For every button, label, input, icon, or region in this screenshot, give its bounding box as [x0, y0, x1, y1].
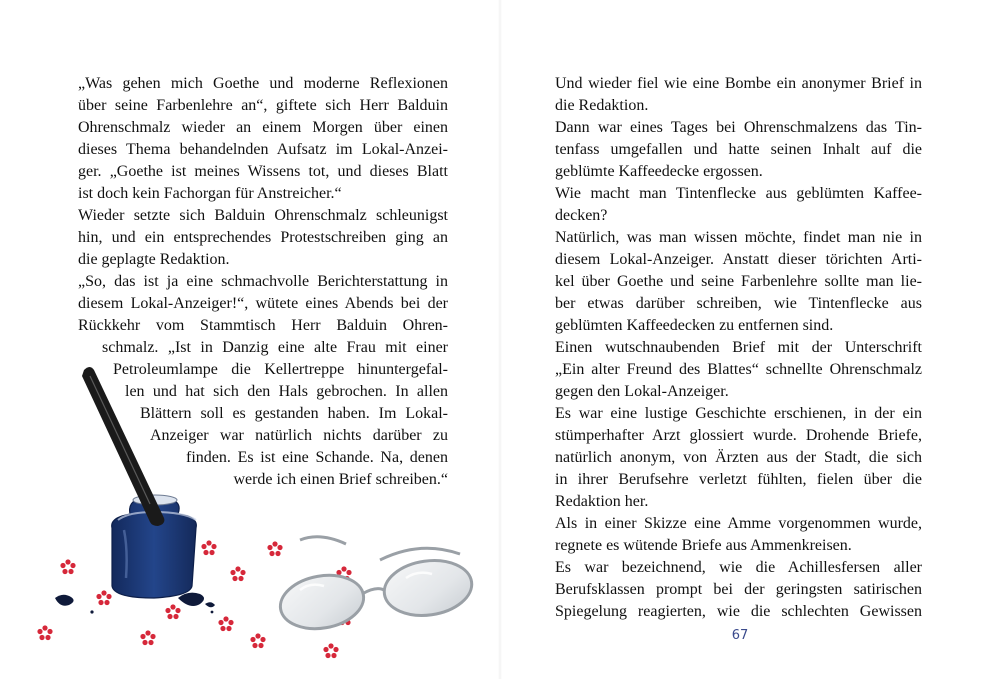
text-line: Rückkehr vom Stammtisch Herr Balduin Ohren- — [78, 317, 448, 334]
text-line: kel über Goethe und seine Farbenlehre sollte man lie- — [555, 273, 922, 290]
text-line: Blättern soll es gestanden haben. Im Lokal- — [140, 405, 448, 422]
text-line: stümperhafter Arzt glossiert wurde. Drohende Briefe, — [555, 427, 922, 444]
text-line: regnete es wütende Briefe aus Ammenkreisen. — [555, 537, 852, 554]
text-line: len und hat sich den Hals gebrochen. In allen — [125, 383, 448, 400]
text-line: ger. „Goethe ist meines Wissens tot, und dieses Blatt — [78, 163, 448, 180]
text-line: tenfass umgefallen und hatte seinen Inhalt auf die — [555, 141, 922, 158]
text-line: natürlich anonym, von Ärzten aus der Stadt, die sich — [555, 449, 922, 466]
text-line: in ihrer Berufsehre verletzt fühlten, fielen über die — [555, 471, 922, 488]
text-line: hin, und ein entsprechendes Protestschreiben ging an — [78, 229, 448, 246]
text-line: Es war bezeichnend, wie die Achillesfersen aller — [555, 559, 922, 576]
text-line: Redaktion her. — [555, 493, 649, 510]
text-line: Es war eine lustige Geschichte erschienen, in der ein — [555, 405, 922, 422]
eyeglasses-icon — [276, 537, 475, 635]
text-line: werde ich einen Brief schreiben.“ — [233, 471, 448, 488]
text-line: Einen wutschnaubenden Brief mit der Unterschrift — [555, 339, 922, 356]
text-line: finden. Es ist eine Schande. Na, denen — [186, 449, 448, 466]
text-line: Wieder setzte sich Balduin Ohrenschmalz schleunigst — [78, 207, 448, 224]
text-line: Anzeiger war natürlich nichts darüber zu — [150, 427, 448, 444]
text-line: „So, das ist ja eine schmachvolle Berichterstattung in — [78, 273, 448, 290]
text-line: die geplagte Redaktion. — [78, 251, 230, 268]
text-line: ber etwas darüber schreiben, wie Tintenflecke aus — [555, 295, 922, 312]
text-line: Als in einer Skizze eine Amme vorgenommen wurde, — [555, 515, 922, 532]
page-number: 67 — [731, 628, 749, 643]
text-line: Berufsklassen prompt bei der geringsten satirischen — [555, 581, 922, 598]
text-line: geblümte Kaffeedecke ergossen. — [555, 163, 763, 180]
text-line: Ohrenschmalz wieder an einem Morgen über einen — [78, 119, 448, 136]
text-line: ist doch kein Fachorgan für Anstreicher.“ — [78, 185, 342, 202]
text-line: Spiegelung reagierten, wie die schlechten Gewissen — [555, 603, 922, 620]
text-line: Dann war eines Tages bei Ohrenschmalzens das Tin- — [555, 119, 922, 136]
text-line: geblümten Kaffeedecken zu entfernen sind. — [555, 317, 834, 334]
text-line: schmalz. „Ist in Danzig eine alte Frau mit einer — [102, 339, 448, 356]
text-line: „Was gehen mich Goethe und moderne Reflexionen — [78, 75, 448, 92]
text-line: gegen den Lokal-Anzeiger. — [555, 383, 729, 400]
text-line: Wie macht man Tintenflecke aus geblümten Kaffee- — [555, 185, 922, 202]
text-line: die Redaktion. — [555, 97, 649, 114]
text-line: diesem Lokal-Anzeiger!“, wütete eines Abends bei der — [78, 295, 448, 312]
text-line: Petroleumlampe die Kellertreppe hinuntergefal- — [113, 361, 448, 378]
text-line: über seine Farbenlehre an“, giftete sich Herr Balduin — [78, 97, 448, 114]
text-line: „Ein alter Freund des Blattes“ schnellte Ohrenschmalz — [555, 361, 922, 378]
text-line: Und wieder fiel wie eine Bombe ein anonymer Brief in — [555, 75, 922, 92]
text-line: decken? — [555, 207, 608, 224]
text-line: Natürlich, was man wissen möchte, findet man nie in — [555, 229, 922, 246]
text-line: diesem Lokal-Anzeiger. Anstatt dieser törichten Arti- — [555, 251, 922, 268]
text-line: dieses Thema behandelnden Aufsatz im Lokal-Anzei- — [78, 141, 448, 158]
